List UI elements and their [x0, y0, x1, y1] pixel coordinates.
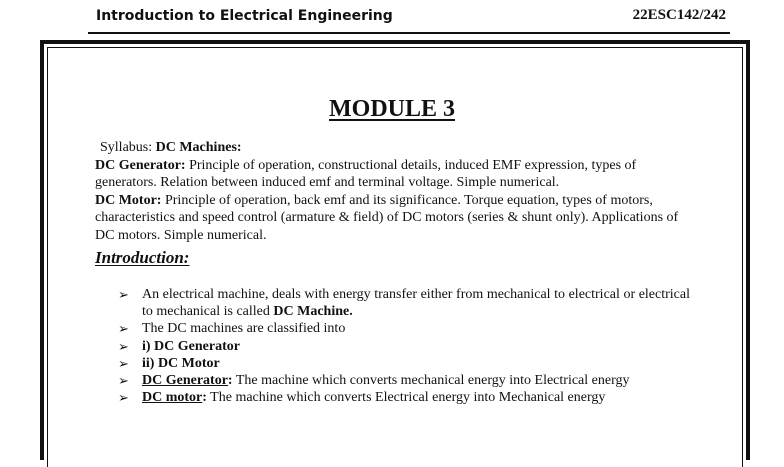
motor-text: Principle of operation, back emf and its significance. Torque equation, types of motors, characteristics and speed control (armature & field) of DC motors (series & shunt only). Applications of DC motors. Simple numerical. — [95, 192, 679, 243]
arrowhead-bullet-icon: ➢ — [118, 338, 129, 354]
generator-colon: : — [227, 373, 233, 389]
list-item-text: The machine which converts mechanical energy into Electrical energy — [232, 373, 630, 389]
syllabus-block — [95, 139, 695, 245]
list-item-text: The DC machines are classified into — [142, 321, 346, 337]
list-item — [118, 355, 690, 372]
header-left-title: Introduction to Electrical Engineering — [96, 8, 393, 24]
module-title-text: MODULE 3 — [329, 96, 455, 122]
motor-colon: : — [202, 390, 207, 406]
list-item — [118, 286, 690, 320]
arrowhead-bullet-icon: ➢ — [118, 321, 129, 337]
arrowhead-bullet-icon: ➢ — [118, 355, 129, 371]
list-item — [118, 372, 690, 389]
syllabus-topic: DC Machines: — [155, 140, 242, 155]
syllabus-line — [95, 139, 695, 157]
list-item — [118, 338, 690, 355]
arrowhead-bullet-icon: ➢ — [118, 390, 129, 406]
list-item — [118, 320, 690, 337]
header-rule — [88, 32, 730, 34]
list-item-text: An electrical machine, deals with energy transfer either from mechanical to electrical or electrical to mechanical is called — [142, 287, 690, 320]
header-course-code: 22ESC142/242 — [632, 7, 726, 23]
generator-syllabus — [95, 157, 695, 192]
module-title — [0, 96, 784, 123]
list-item-bold: i) DC Generator — [142, 338, 240, 354]
motor-term: DC motor — [142, 390, 203, 406]
list-item-bold: ii) DC Motor — [142, 355, 220, 371]
syllabus-label: Syllabus: — [100, 140, 156, 155]
generator-term: DC Generator — [142, 373, 228, 389]
generator-label: DC Generator: — [95, 157, 186, 173]
generator-text: Principle of operation, constructional details, induced EMF expression, types of generators. Relation between induced emf and terminal voltage. Simple numerical. — [95, 157, 637, 191]
list-item — [118, 389, 690, 406]
list-item-text: The machine which converts Electrical energy into Mechanical energy — [206, 390, 606, 406]
introduction-heading: Introduction: — [95, 248, 190, 267]
motor-label: DC Motor: — [95, 192, 162, 208]
arrowhead-bullet-icon: ➢ — [118, 287, 129, 302]
motor-syllabus — [95, 192, 695, 245]
list-item-bold: DC Machine. — [273, 304, 353, 320]
introduction-list — [118, 286, 690, 406]
arrowhead-bullet-icon: ➢ — [118, 373, 129, 389]
